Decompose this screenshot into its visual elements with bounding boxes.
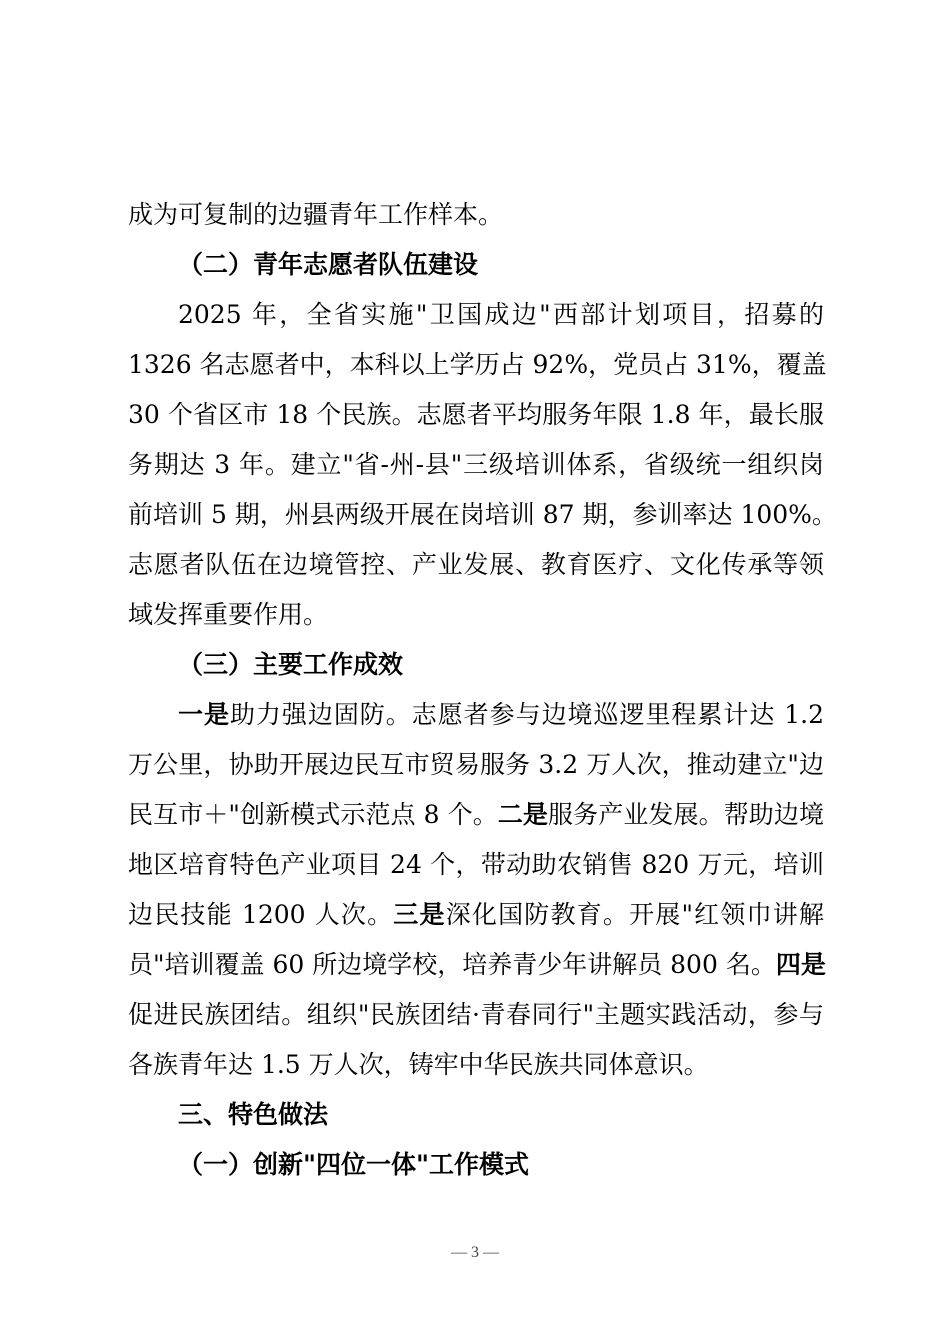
paragraph-line: 成为可复制的边疆青年工作样本。 xyxy=(128,200,504,229)
paragraph-line: 域发挥重要作用。 xyxy=(128,600,329,629)
paragraph-line: 边民技能 1200 人次。三是深化国防教育。开展"红领巾讲解 xyxy=(128,900,824,929)
paragraph-line: 一是助力强边固防。志愿者参与边境巡逻里程累计达 1.2 xyxy=(178,700,824,729)
paragraph-line: 1326 名志愿者中，本科以上学历占 92%，党员占 31%，覆盖 xyxy=(128,350,827,379)
document-body xyxy=(128,190,837,1190)
bold-lead-fourth: 四是 xyxy=(775,950,826,979)
paragraph-line: 前培训 5 期，州县两级开展在岗培训 87 期，参训率达 100%。 xyxy=(128,500,837,529)
paragraph-line: 促进民族团结。组织"民族团结·青春同行"主题实践活动，参与 xyxy=(128,1000,824,1029)
section-heading-four-in-one: （一）创新"四位一体"工作模式 xyxy=(178,1150,530,1179)
paragraph-line: 30 个省区市 18 个民族。志愿者平均服务年限 1.8 年，最长服 xyxy=(128,400,824,429)
bold-lead-second: 二是 xyxy=(497,800,549,829)
section-heading-volunteer-team: （二）青年志愿者队伍建设 xyxy=(178,250,479,279)
paragraph-line: 2025 年，全省实施"卫国成边"西部计划项目，招募的 xyxy=(178,300,824,329)
paragraph-line: 民互市＋"创新模式示范点 8 个。二是服务产业发展。帮助边境 xyxy=(128,800,824,829)
paragraph-line: 志愿者队伍在边境管控、产业发展、教育医疗、文化传承等领 xyxy=(128,550,824,579)
section-heading-main-results: （三）主要工作成效 xyxy=(178,650,404,679)
bold-lead-third: 三是 xyxy=(393,900,446,929)
paragraph-line: 务期达 3 年。建立"省-州-县"三级培训体系，省级统一组织岗 xyxy=(128,450,824,479)
paragraph-line: 万公里，协助开展边民互市贸易服务 3.2 万人次，推动建立"边 xyxy=(128,750,824,779)
bold-lead-first: 一是 xyxy=(178,700,230,729)
page-number: — 3 — xyxy=(451,1244,499,1261)
paragraph-line: 各族青年达 1.5 万人次，铸牢中华民族共同体意识。 xyxy=(128,1050,709,1079)
section-heading-features: 三、特色做法 xyxy=(178,1100,329,1129)
paragraph-line: 员"培训覆盖 60 所边境学校，培养青少年讲解员 800 名。四是 xyxy=(128,950,826,979)
paragraph-line: 地区培育特色产业项目 24 个，带动助农销售 820 万元，培训 xyxy=(128,850,824,879)
